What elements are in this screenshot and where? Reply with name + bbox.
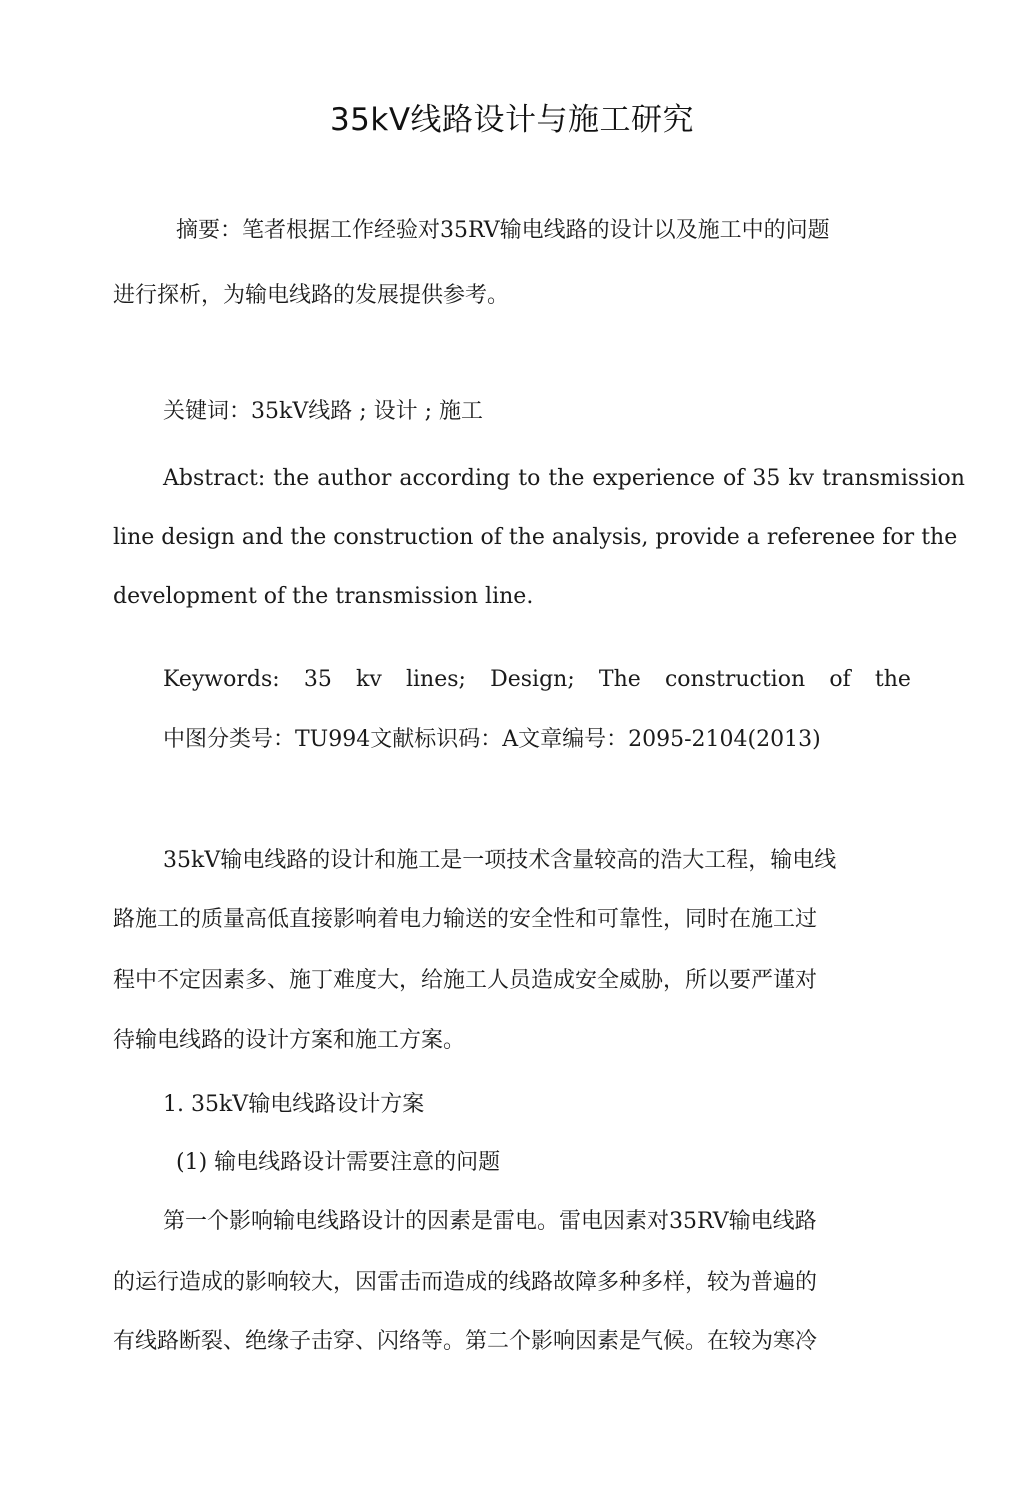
- paragraph-1-line-1: 第一个影响输电线路设计的因素是雷电。雷电因素对35RV输电线路: [163, 1209, 817, 1234]
- abstract-cn-line-1: 摘要：笔者根据工作经验对35RV输电线路的设计以及施工中的问题: [176, 218, 830, 243]
- subsection-1-heading: (1) 输电线路设计需要注意的问题: [176, 1150, 501, 1175]
- intro-line-1: 35kV输电线路的设计和施工是一项技术含量较高的浩大工程，输电线: [163, 848, 837, 873]
- section-1-heading: 1. 35kV输电线路设计方案: [163, 1092, 425, 1117]
- intro-line-3: 程中不定因素多、施丁难度大，给施工人员造成安全威胁，所以要严谨对: [113, 968, 818, 993]
- intro-line-2: 路施工的质量高低直接影响着电力输送的安全性和可靠性，同时在施工过: [113, 907, 818, 932]
- keywords-en-word: 35: [303, 667, 332, 692]
- paragraph-1-line-3: 有线路断裂、绝缘子击穿、闪络等。第二个影响因素是气候。在较为寒冷: [113, 1329, 818, 1354]
- keywords-en-word: kv: [356, 667, 382, 692]
- paragraph-1-line-2: 的运行造成的影响较大，因雷击而造成的线路故障多种多样，较为普遍的: [113, 1270, 818, 1295]
- keywords-en: [163, 665, 911, 695]
- keywords-en-word: the: [874, 667, 911, 692]
- keywords-en-word: The: [598, 667, 641, 692]
- keywords-en-word: construction: [664, 667, 806, 692]
- keywords-en-word: Keywords:: [163, 667, 280, 692]
- document-title: 35kV线路设计与施工研究: [329, 102, 695, 138]
- abstract-cn-line-2: 进行探析，为输电线路的发展提供参考。: [113, 283, 510, 308]
- keywords-en-word: of: [829, 667, 851, 692]
- classification-line: 中图分类号：TU994文献标识码：A文章编号：2095-2104(2013): [163, 727, 821, 752]
- abstract-en-line-1: Abstract: the author according to the experience of 35 kv transmission: [163, 466, 965, 491]
- keywords-cn: 关键词：35kV线路 ; 设计 ; 施工: [163, 399, 484, 424]
- abstract-en-line-2: line design and the construction of the analysis, provide a referenee for the: [113, 525, 958, 550]
- keywords-en-word: Design;: [490, 667, 575, 692]
- keywords-en-word: lines;: [405, 667, 466, 692]
- intro-line-4: 待输电线路的设计方案和施工方案。: [113, 1028, 466, 1053]
- abstract-en-line-3: development of the transmission line.: [113, 584, 534, 609]
